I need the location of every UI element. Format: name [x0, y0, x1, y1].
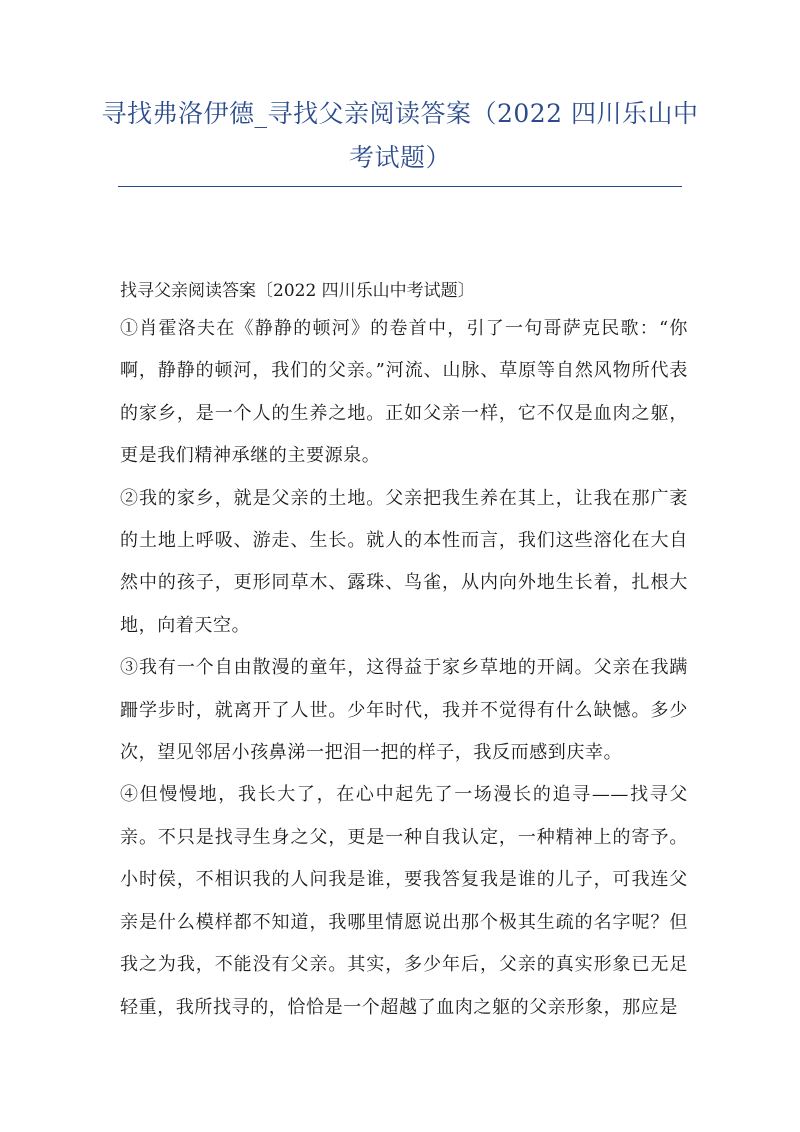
paragraph-2: ②我的家乡，就是父亲的土地。父亲把我生养在其上，让我在那广袤的土地上呼吸、游走、生长。就人的本性而言，我们这些溶化在大自然中的孩子，更形同草木、露珠、鸟雀，从内向外地生长着，扎根大地，向着天空。 — [120, 487, 688, 636]
document-body — [120, 274, 688, 1029]
title-block — [100, 92, 700, 180]
article-subtitle: 找寻父亲阅读答案〔2022 四川乐山中考试题〕 — [120, 281, 475, 301]
paragraph-4: ④但慢慢地，我长大了，在心中起先了一场漫长的追寻——找寻父亲。不只是找寻生身之父，更是一种自我认定，一种精神上的寄予。小时侯，不相识我的人问我是谁，要我答复我是谁的儿子，可我连父亲是什么模样都不知道，我哪里情愿说出那个极其生疏的名字呢？但我之为我，不能没有父亲。其实，多少年后，父亲的真实形象已无足轻重，我所找寻的，恰恰是一个超越了血肉之躯的父亲形象，那应是 — [120, 784, 688, 1018]
title-divider — [118, 186, 682, 187]
document-title: 寻找弗洛伊德_寻找父亲阅读答案（2022 四川乐山中考试题） — [101, 99, 699, 172]
paragraph-3: ③我有一个自由散漫的童年，这得益于家乡草地的开阔。父亲在我蹒跚学步时，就离开了人世。少年时代，我并不觉得有什么缺憾。多少次，望见邻居小孩鼻涕一把泪一把的样子，我反而感到庆幸。 — [120, 657, 688, 764]
paragraph-1: ①肖霍洛夫在《静静的顿河》的卷首中，引了一句哥萨克民歌：“你啊，静静的顿河，我们的父亲。”河流、山脉、草原等自然风物所代表的家乡，是一个人的生养之地。正如父亲一样，它不仅是血肉之躯，更是我们精神承继的主要源泉。 — [120, 318, 688, 467]
